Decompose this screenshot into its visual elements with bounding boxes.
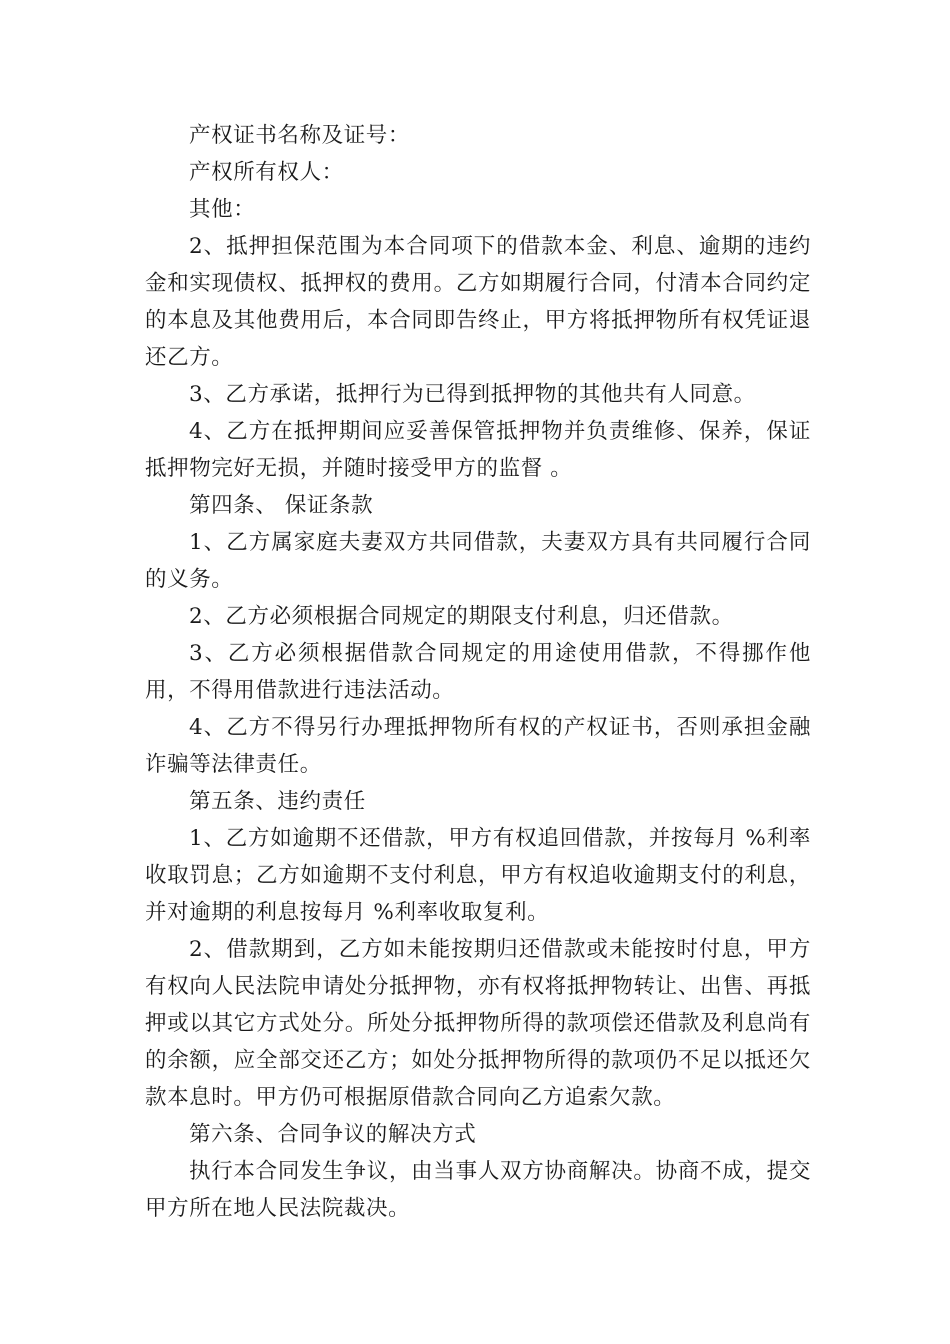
paragraph-article-4-item-1: 1、乙方属家庭夫妻双方共同借款，夫妻双方具有共同履行合同的义务。 xyxy=(145,530,811,592)
paragraph-article-5-item-2: 2、借款期到，乙方如未能按期归还借款或未能按时付息，甲方有权向人民法院申请处分抵押物，亦有权将抵押物转让、出售、再抵押或以其它方式处分。所处分抵押物所得的款项偿还借款及利息尚有的余额，应全部交还乙方；如处分抵押物所得的款项仍不足以抵还欠款本息时。甲方仍可根据原借款合同向乙方追索欠款。 xyxy=(145,937,811,1110)
document-body xyxy=(145,117,811,1227)
section-heading-article-5: 第五条、违约责任 xyxy=(189,789,366,814)
paragraph-clause-4-custody: 4、乙方在抵押期间应妥善保管抵押物并负责维修、保养，保证抵押物完好无损，并随时接受甲方的监督 。 xyxy=(145,419,811,481)
paragraph-article-4-item-2: 2、乙方必须根据合同规定的期限支付利息，归还借款。 xyxy=(189,604,734,629)
paragraph-article-5-item-1: 1、乙方如逾期不还借款，甲方有权追回借款，并按每月 %利率收取罚息；乙方如逾期不支付利息，甲方有权追收逾期支付的利息，并对逾期的利息按每月 %利率收取复利。 xyxy=(145,826,811,925)
paragraph-article-4-item-3: 3、乙方必须根据借款合同规定的用途使用借款，不得挪作他用，不得用借款进行违法活动。 xyxy=(145,641,811,703)
paragraph-property-owner: 产权所有权人： xyxy=(189,160,344,185)
paragraph-clause-3-consent: 3、乙方承诺，抵押行为已得到抵押物的其他共有人同意。 xyxy=(189,382,756,407)
paragraph-certificate-name: 产权证书名称及证号： xyxy=(189,123,411,148)
section-heading-article-6: 第六条、合同争议的解决方式 xyxy=(189,1122,477,1147)
paragraph-article-6-dispute: 执行本合同发生争议，由当事人双方协商解决。协商不成，提交甲方所在地人民法院裁决。 xyxy=(145,1159,811,1221)
paragraph-other: 其他： xyxy=(189,197,256,222)
paragraph-article-4-item-4: 4、乙方不得另行办理抵押物所有权的产权证书，否则承担金融诈骗等法律责任。 xyxy=(145,715,811,777)
paragraph-clause-2-scope: 2、抵押担保范围为本合同项下的借款本金、利息、逾期的违约金和实现债权、抵押权的费用。乙方如期履行合同，付清本合同约定的本息及其他费用后，本合同即告终止，甲方将抵押物所有权凭证退还乙方。 xyxy=(145,234,811,370)
section-heading-article-4: 第四条、 保证条款 xyxy=(189,493,374,518)
